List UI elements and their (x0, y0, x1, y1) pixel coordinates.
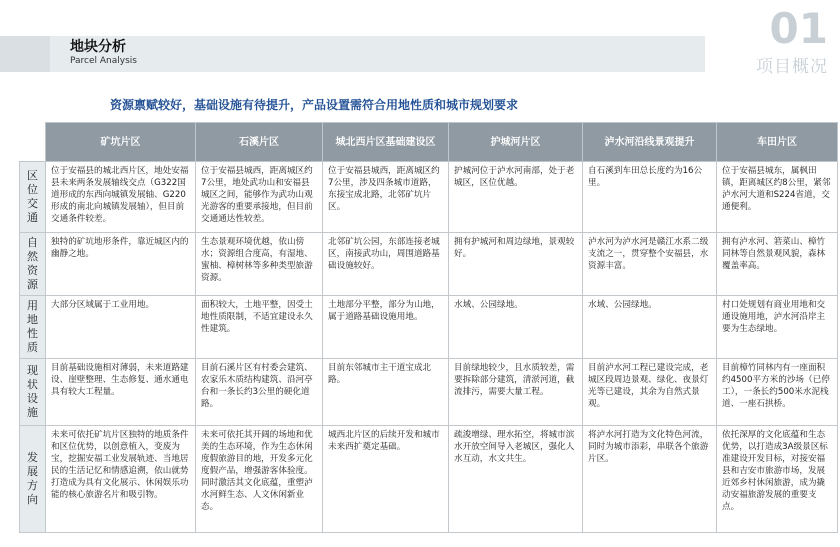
table-cell: 未来可依托其开阔的场地和优美的生态环境，作为生态休闲度假旅游目的地，开发多元化度假产品，增强游客体验度。同时激活其文化底蕴，重塑泸水河鲜生态、人文休闲新业态。 (196, 426, 323, 533)
parcel-analysis-table (19, 122, 838, 533)
column-header: 车田片区 (717, 123, 838, 162)
table-cell: 生态景观环境优越，依山傍水；资源组合度高，有湿地、蜜柚、樟树林等多种类型旅游资源。 (196, 233, 323, 296)
header-bar (50, 36, 705, 72)
column-header: 矿坑片区 (46, 123, 196, 162)
row-header: 现状设施 (20, 359, 46, 426)
section-title: 地块分析 (70, 39, 126, 55)
table-cell: 土地部分平整，部分为山地，属于道路基础设施用地。 (323, 296, 449, 359)
table-cell: 目前东邻城市主干道宝成北路。 (323, 359, 449, 426)
table-cell: 目前基础设施相对薄弱，未来道路建设、崖壁整理、生态修复、通水通电具有较大工程量。 (46, 359, 196, 426)
table-cell: 泸水河为泸水河是赣江水系二级支流之一，贯穿整个安福县，水资源丰富。 (583, 233, 717, 296)
column-header: 泸水河沿线景观提升 (583, 123, 717, 162)
row-header: 区位交通 (20, 162, 46, 233)
corner-cell (20, 123, 46, 162)
header-accent-block (0, 36, 50, 72)
table-row (20, 162, 838, 233)
table-cell: 依托深厚的文化底蕴和生态优势，以打造成3A级景区标准建设开发目标，对接安福县和吉安市旅游市场，发展近郊乡村休闲旅游，成为撬动安福旅游发展的重要支点。 (717, 426, 838, 533)
row-header: 用地性质 (20, 296, 46, 359)
table-cell: 北邻矿坑公园，东部连接老城区，南接武功山，周围道路基础设施较好。 (323, 233, 449, 296)
table-cell: 目前绿地较少，且水质较差，需要拆除部分建筑，清淤河道，截流排污，需要大量工程。 (449, 359, 583, 426)
table-cell: 位于安福县城东，属枫田镇，距离城区约8公里，紧邻泸水河大道和S224省道，交通便利。 (717, 162, 838, 233)
page-label: 项目概况 (756, 57, 828, 77)
table-cell: 未来可依托矿坑片区独特的地质条件和区位优势，以创意植入，变废为宝，挖掘安福工业发展轨迹、当地居民的生活记忆和情感追溯，依山就势打造成为具有文化展示、休闲娱乐功能的核心旅游名片和吸引物。 (46, 426, 196, 533)
table-cell: 面积较大，土地平整，因受土地性质限制，不适宜建设永久性建筑。 (196, 296, 323, 359)
section-subtitle-en: Parcel Analysis (70, 56, 137, 66)
table-cell: 位于安福县城西，距离城区约7公里，涉及四条城市道路，东接宝成北路，北邻矿坑片区。 (323, 162, 449, 233)
column-header: 护城河片区 (449, 123, 583, 162)
table-cell: 大部分区域属于工业用地。 (46, 296, 196, 359)
table-row (20, 296, 838, 359)
table-cell: 城西北片区的后续开发和城市未来西扩奠定基础。 (323, 426, 449, 533)
table-cell: 村口处规划有商业用地和交通设施用地，泸水河沿岸主要为生态绿地。 (717, 296, 838, 359)
table-cell: 位于安福县的城北西片区，地处安福县未来两条发展轴线交点（G322国道形成的东西向城镇发展轴、G220形成的南北向城镇发展轴），但目前交通条件较差。 (46, 162, 196, 233)
table-cell: 水域、公园绿地。 (583, 296, 717, 359)
table-row (20, 233, 838, 296)
table-header-row (20, 123, 838, 162)
page-number: 01 (769, 4, 828, 53)
table-row (20, 359, 838, 426)
row-header: 自然资源 (20, 233, 46, 296)
table-cell: 水域、公园绿地。 (449, 296, 583, 359)
table-cell: 拥有护城河和周边绿地，景观较好。 (449, 233, 583, 296)
table-cell: 将泸水河打造为文化特色河流，同时为城市添彩，串联各个旅游片区。 (583, 426, 717, 533)
table-cell: 护城河位于泸水河南部，处于老城区，区位优越。 (449, 162, 583, 233)
table-cell: 自石溪到车田总长度约为16公里。 (583, 162, 717, 233)
column-header: 城北西片区基础建设区 (323, 123, 449, 162)
summary-heading: 资源禀赋较好，基础设施有待提升，产品设置需符合用地性质和城市规划要求 (110, 98, 519, 112)
table-row (20, 426, 838, 533)
table-cell: 目前樟竹同林内有一座面积约4500平方米的沙场（已停工），一条长约500米水泥栈道、一座石拱桥。 (717, 359, 838, 426)
table-cell: 位于安福县城西，距离城区约7公里，地处武功山和安福县城区之间，能够作为武功山观光游客的重要承接地，但目前交通通达性较差。 (196, 162, 323, 233)
column-header: 石溪片区 (196, 123, 323, 162)
table-cell: 目前泸水河工程已建设完成，老城区段周边景观、绿化、夜景灯光等已建设，其余为自然式景观。 (583, 359, 717, 426)
table-cell: 独特的矿坑地形条件，靠近城区内的幽静之地。 (46, 233, 196, 296)
row-header: 发展方向 (20, 426, 46, 533)
table-cell: 疏浚增绿、理水拓空，将城市滨水开放空间导入老城区，强化人水互动，水文共生。 (449, 426, 583, 533)
table-cell: 拥有泸水河、箬菜山、樟竹同林等自然景观风貌，森林覆盖率高。 (717, 233, 838, 296)
table-cell: 目前石溪片区有村委会建筑、农家乐木质结构建筑、沿河亭台和一条长约3公里的硬化道路。 (196, 359, 323, 426)
